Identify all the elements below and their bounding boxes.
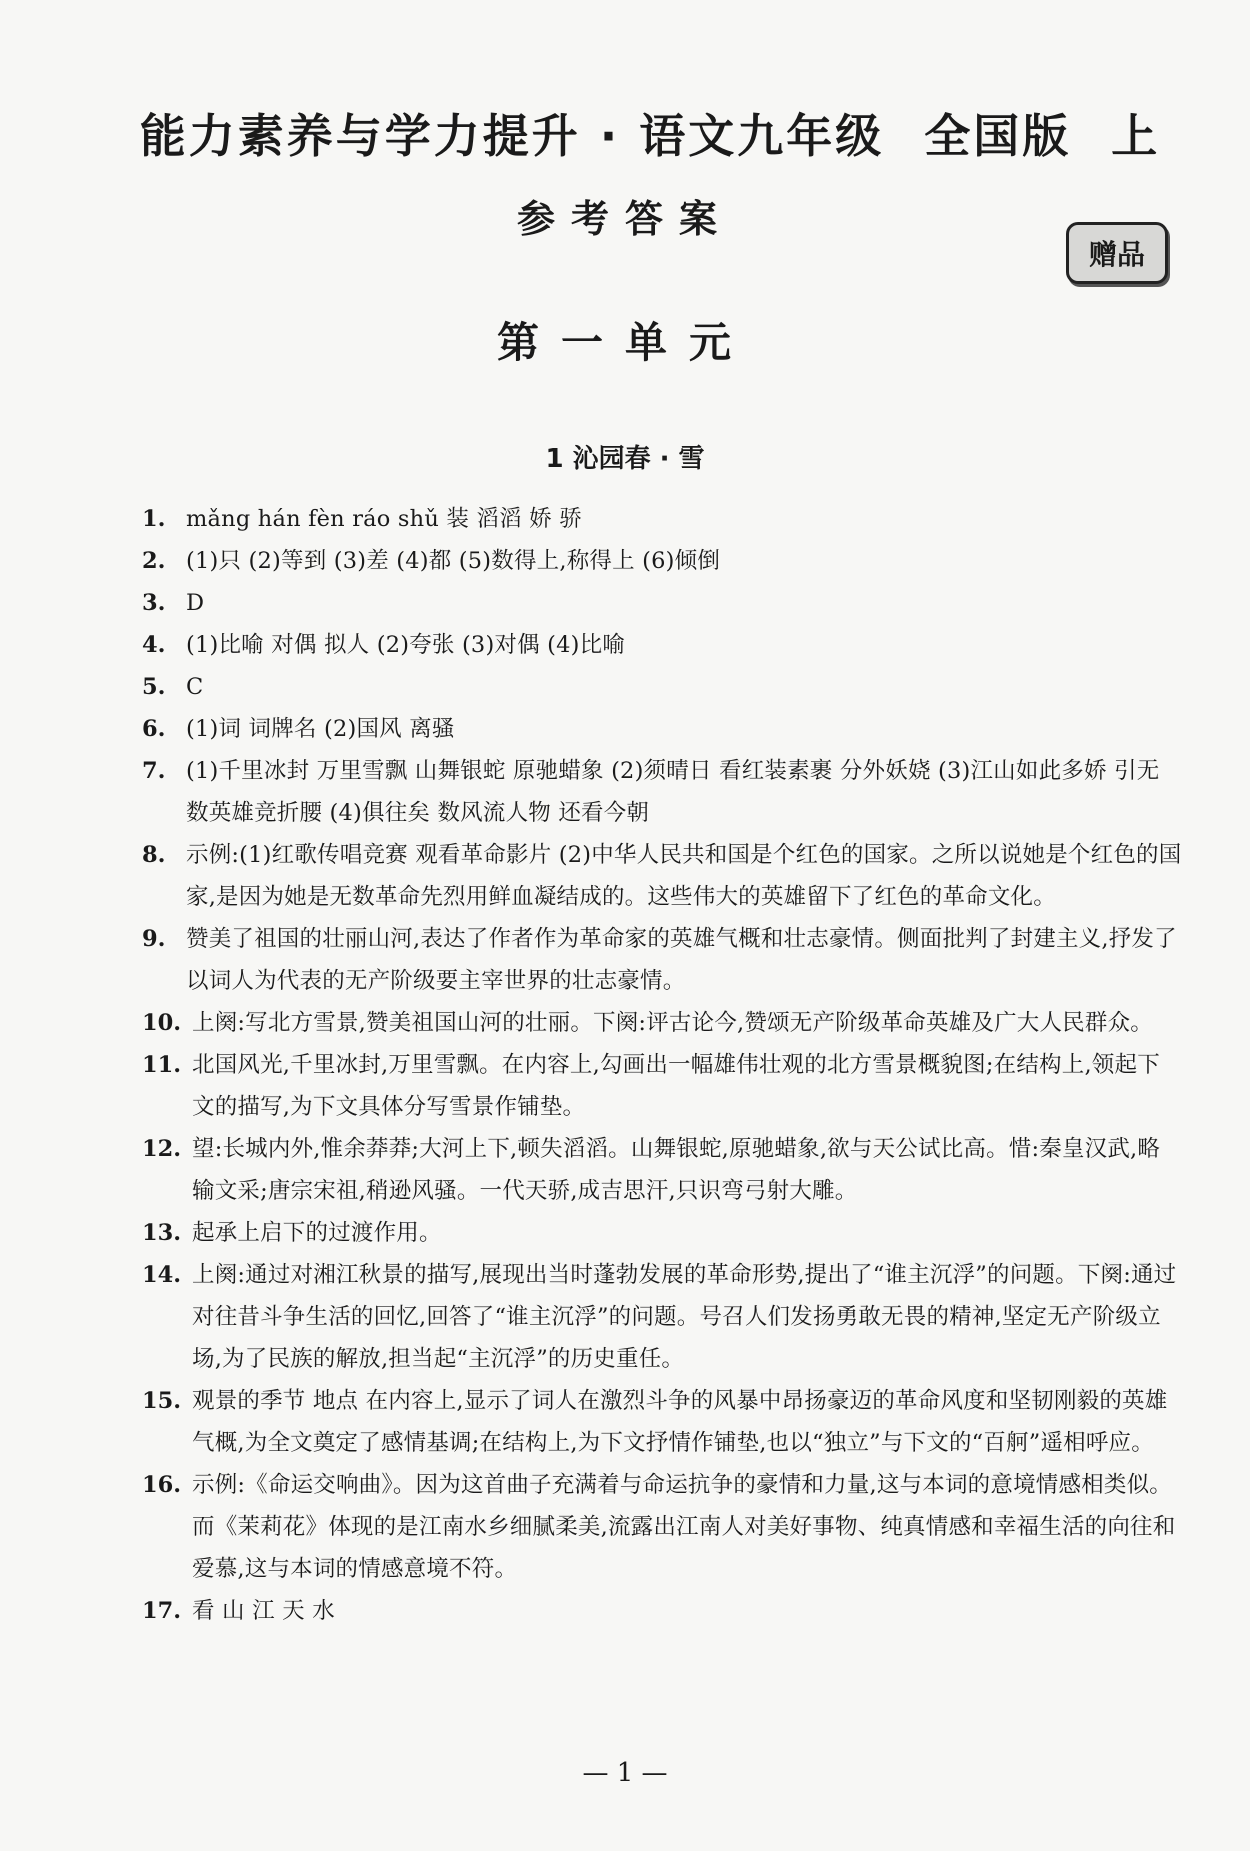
- answer-item: [142, 624, 1182, 666]
- answer-item: [142, 1464, 1182, 1590]
- answer-key-title: 参考答案: [516, 197, 733, 241]
- edition-label: 全国版: [924, 109, 1072, 163]
- answer-item: [142, 918, 1182, 1002]
- answer-item: [142, 834, 1182, 918]
- answer-number: 3.: [142, 590, 166, 616]
- answer-number: 17.: [142, 1598, 182, 1624]
- answer-number: 15.: [142, 1388, 182, 1414]
- answer-item: [142, 582, 1182, 624]
- answer-item: [142, 708, 1182, 750]
- answer-text: 上阕:写北方雪景,赞美祖国山河的壮丽。下阕:评古论今,赞颂无产阶级革命英雄及广大人民群众。: [192, 1010, 1153, 1036]
- answer-text: 起承上启下的过渡作用。: [192, 1220, 442, 1246]
- answer-number: 5.: [142, 674, 166, 700]
- answer-item: [142, 540, 1182, 582]
- answer-number: 2.: [142, 548, 166, 574]
- answer-list: [142, 498, 1182, 1632]
- answer-item: [142, 1128, 1182, 1212]
- lesson-title: 1 沁园春 · 雪: [545, 444, 705, 474]
- answer-text: D: [186, 590, 205, 616]
- answer-text: (1)千里冰封 万里雪飘 山舞银蛇 原驰蜡象 (2)须晴日 看红装素裹 分外妖娆 (3)江山如此多娇 引无数英雄竞折腰 (4)俱往矣 数风流人物 还看今朝: [186, 758, 1160, 826]
- gift-badge: 赠品: [1066, 222, 1168, 284]
- answer-text: 赞美了祖国的壮丽山河,表达了作者作为革命家的英雄气概和壮志豪情。侧面批判了封建主义,抒发了以词人为代表的无产阶级要主宰世界的壮志豪情。: [186, 926, 1177, 994]
- answer-item: [142, 1380, 1182, 1464]
- answer-text: (1)词 词牌名 (2)国风 离骚: [186, 716, 455, 742]
- answer-item: [142, 750, 1182, 834]
- answer-item: [142, 666, 1182, 708]
- answer-text: 北国风光,千里冰封,万里雪飘。在内容上,勾画出一幅雄伟壮观的北方雪景概貌图;在结构上,领起下文的描写,为下文具体分写雪景作铺垫。: [192, 1052, 1160, 1120]
- answer-number: 8.: [142, 842, 166, 868]
- answer-number: 14.: [142, 1262, 182, 1288]
- answer-number: 12.: [142, 1136, 182, 1162]
- page-number: — 1 —: [582, 1758, 668, 1788]
- answer-item: [142, 1044, 1182, 1128]
- answer-number: 9.: [142, 926, 166, 952]
- answer-text: C: [186, 674, 204, 700]
- answer-text: 示例:《命运交响曲》。因为这首曲子充满着与命运抗争的豪情和力量,这与本词的意境情感相类似。而《茉莉花》体现的是江南水乡细腻柔美,流露出江南人对美好事物、纯真情感和幸福生活的向往和爱慕,这与本词的情感意境不符。: [192, 1472, 1176, 1582]
- answer-text: 看 山 江 天 水: [192, 1598, 335, 1624]
- answer-text: 望:长城内外,惟余莽莽;大河上下,顿失滔滔。山舞银蛇,原驰蜡象,欲与天公试比高。惜:秦皇汉武,略输文采;唐宗宋祖,稍逊风骚。一代天骄,成吉思汗,只识弯弓射大雕。: [192, 1136, 1161, 1204]
- answer-number: 11.: [142, 1052, 182, 1078]
- answer-item: [142, 1002, 1182, 1044]
- answer-number: 1.: [142, 506, 166, 532]
- answer-number: 13.: [142, 1220, 182, 1246]
- volume-label: 上: [1111, 109, 1161, 163]
- answer-number: 6.: [142, 716, 166, 742]
- answer-text: 示例:(1)红歌传唱竞赛 观看革命影片 (2)中华人民共和国是个红色的国家。之所以说她是个红色的国家,是因为她是无数革命先烈用鲜血凝结成的。这些伟大的英雄留下了红色的革命文化。: [186, 842, 1182, 910]
- book-title: [120, 100, 1180, 166]
- unit-title: 第一单元: [496, 318, 753, 367]
- answer-text: mǎng hán fèn ráo shǔ 装 滔滔 娇 骄: [186, 506, 582, 532]
- answer-item: [142, 498, 1182, 540]
- answer-text: 上阕:通过对湘江秋景的描写,展现出当时蓬勃发展的革命形势,提出了“谁主沉浮”的问题。下阕:通过对往昔斗争生活的回忆,回答了“谁主沉浮”的问题。号召人们发扬勇敢无畏的精神,坚定无产阶级立场,为了民族的解放,担当起“主沉浮”的历史重任。: [192, 1262, 1177, 1372]
- answer-text: (1)只 (2)等到 (3)差 (4)都 (5)数得上,称得上 (6)倾倒: [186, 548, 721, 574]
- book-title-text: 能力素养与学力提升 · 语文九年级: [139, 109, 885, 163]
- answer-text: 观景的季节 地点 在内容上,显示了词人在激烈斗争的风暴中昂扬豪迈的革命风度和坚韧刚毅的英雄气概,为全文奠定了感情基调;在结构上,为下文抒情作铺垫,也以“独立”与下文的“百舸”遥相呼应。: [192, 1388, 1168, 1456]
- answer-text: (1)比喻 对偶 拟人 (2)夸张 (3)对偶 (4)比喻: [186, 632, 626, 658]
- answer-item: [142, 1254, 1182, 1380]
- answer-number: 4.: [142, 632, 166, 658]
- answer-number: 10.: [142, 1010, 182, 1036]
- answer-number: 16.: [142, 1472, 182, 1498]
- answer-item: [142, 1212, 1182, 1254]
- answer-item: [142, 1590, 1182, 1632]
- answer-number: 7.: [142, 758, 166, 784]
